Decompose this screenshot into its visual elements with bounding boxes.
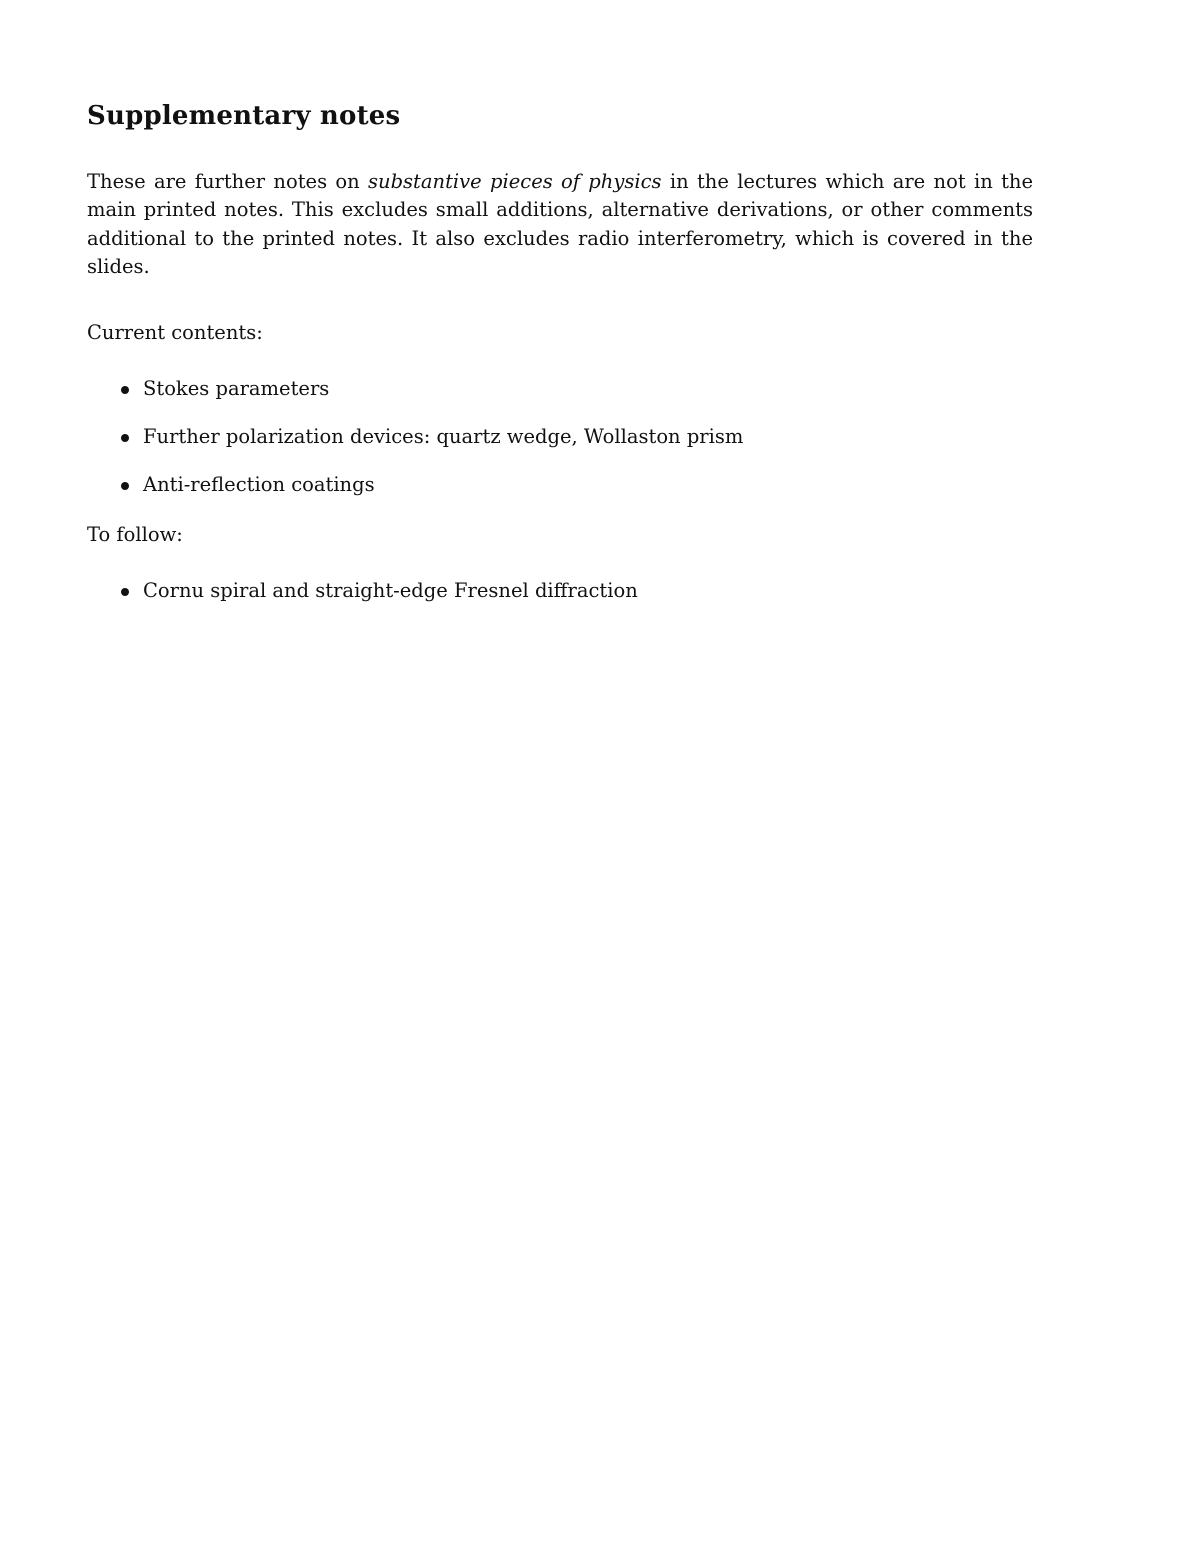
intro-text-start: These are further notes on <box>87 170 368 193</box>
intro-text-end: in the lectures which are not in the main printed notes. This excludes small additions, alternative derivations, or other comments additional to the printed notes. It also excludes radio interferometry, which is covered in the slides. <box>87 170 1033 278</box>
list-item-text: Anti-reflection coatings <box>143 473 375 497</box>
page-title: Supplementary notes <box>87 101 401 131</box>
intro-emphasis: substantive pieces of physics <box>368 170 662 193</box>
intro-paragraph <box>87 168 1033 281</box>
current-contents-list <box>87 375 1033 499</box>
list-item-text: Further polarization devices: quartz wedge, Wollaston prism <box>143 425 744 449</box>
list-item <box>121 423 1033 451</box>
list-item <box>121 577 1033 605</box>
bullet-icon <box>121 386 129 394</box>
bullet-icon <box>121 482 129 490</box>
bullet-icon <box>121 434 129 442</box>
bullet-icon <box>121 588 129 596</box>
list-item-text: Stokes parameters <box>143 377 330 401</box>
list-item <box>121 375 1033 403</box>
list-item <box>121 471 1033 499</box>
list-item-text: Cornu spiral and straight-edge Fresnel diffraction <box>143 579 638 603</box>
to-follow-label: To follow: <box>87 523 183 547</box>
to-follow-list <box>87 577 1033 605</box>
document-page <box>87 96 1033 625</box>
current-contents-label: Current contents: <box>87 321 263 345</box>
